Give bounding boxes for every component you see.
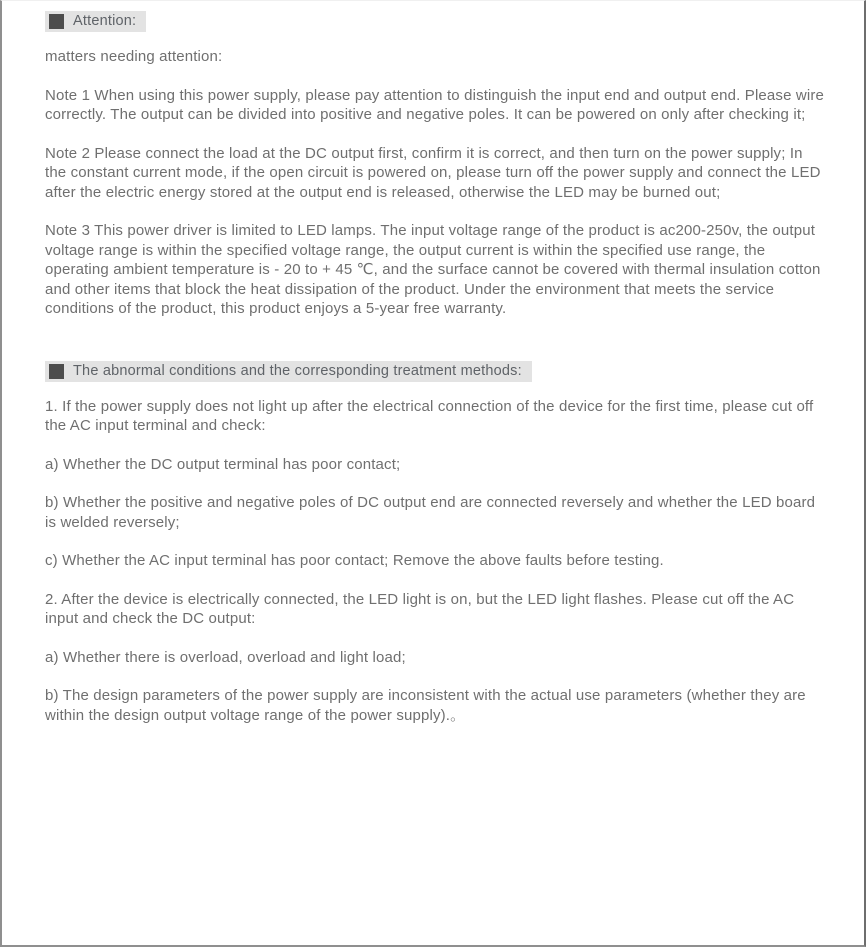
item-paragraph-1: 1. If the power supply does not light up after the electrical connection of the device for the first time, please cut off the AC input terminal and check: xyxy=(45,397,814,434)
abnormal-heading-badge xyxy=(45,361,532,382)
item-paragraph-1a: a) Whether the DC output terminal has poor contact; xyxy=(45,455,401,473)
square-bullet-icon xyxy=(49,14,64,29)
attention-intro: matters needing attention: xyxy=(45,48,223,65)
item-paragraph-2b: b) The design parameters of the power supply are inconsistent with the actual use parameters (whether they are within the design output voltage range of the power supply).。 xyxy=(45,687,806,724)
note-paragraph-1: Note 1 When using this power supply, please pay attention to distinguish the input end and output end. Please wire correctly. The output can be divided into positive and negative poles. It can be powered on only after checking it; xyxy=(45,86,824,123)
page-content xyxy=(2,1,864,725)
abnormal-heading: The abnormal conditions and the corresponding treatment methods: xyxy=(73,362,522,379)
square-bullet-icon xyxy=(49,364,64,379)
note-paragraph-3: Note 3 This power driver is limited to LED lamps. The input voltage range of the product is ac200-250v, the output voltage range is within the specified voltage range, the output current is within the specified use range, the operating ambient temperature is - 20 to + 45 ℃, and the surface cannot be covered with thermal insulation cotton and other items that block the heat dissipation of the product. Under the environment that meets the service conditions of the product, this product enjoys a 5-year free warranty. xyxy=(45,222,821,317)
note-paragraph-2: Note 2 Please connect the load at the DC output first, confirm it is correct, and then turn on the power supply; In the constant current mode, if the open circuit is powered on, please turn off the power supply and connect the LED after the electric energy stored at the output end is released, otherwise the LED may be burned out; xyxy=(45,144,821,201)
abnormal-section xyxy=(45,361,824,726)
attention-heading: Attention: xyxy=(73,13,137,29)
item-paragraph-1c: c) Whether the AC input terminal has poor contact; Remove the above faults before testing. xyxy=(45,552,664,569)
attention-section xyxy=(45,11,824,319)
item-paragraph-1b: b) Whether the positive and negative poles of DC output end are connected reversely and whether the LED board is welded reversely; xyxy=(45,494,816,531)
item-paragraph-2a: a) Whether there is overload, overload and light load; xyxy=(45,648,406,666)
attention-heading-badge xyxy=(45,11,146,32)
item-paragraph-2: 2. After the device is electrically connected, the LED light is on, but the LED light flashes. Please cut off the AC input and check the DC output: xyxy=(45,590,795,627)
